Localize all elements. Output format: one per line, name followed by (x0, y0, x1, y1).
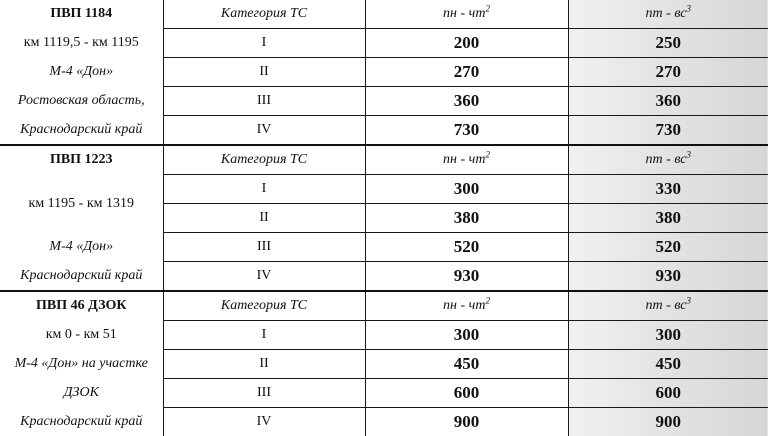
weekend-price: 600 (568, 379, 768, 408)
location-region: Краснодарский край (0, 262, 163, 292)
weekday-price: 380 (365, 204, 568, 233)
location-road: М-4 «Дон» (0, 233, 163, 262)
table-row (0, 321, 768, 350)
vehicle-category: IV (163, 408, 365, 436)
weekend-price: 300 (568, 321, 768, 350)
weekday-price: 930 (365, 262, 568, 292)
vehicle-category: I (163, 29, 365, 58)
table-row (0, 262, 768, 292)
location-segment: ДЗОК (0, 379, 163, 408)
toll-point-title: ПВП 1184 (0, 0, 163, 29)
vehicle-category: II (163, 58, 365, 87)
toll-point-title: ПВП 1223 (0, 145, 163, 175)
location-region: Краснодарский край (0, 408, 163, 436)
table-row (0, 175, 768, 204)
weekday-column-header: пн - $чт^2$ (365, 145, 568, 175)
table-row (0, 408, 768, 436)
weekend-column-header: пт - $вс^3$ (568, 145, 768, 175)
toll-point-title: ПВП 46 ДЗОК (0, 291, 163, 321)
weekend-price: 730 (568, 116, 768, 146)
table-row (0, 87, 768, 116)
vehicle-category: I (163, 175, 365, 204)
location-km-range: км 0 - км 51 (0, 321, 163, 350)
location-km-range: км 1119,5 - км 1195 (0, 29, 163, 58)
weekend-price: 450 (568, 350, 768, 379)
weekday-price: 300 (365, 321, 568, 350)
vehicle-category: II (163, 350, 365, 379)
table-row (0, 29, 768, 58)
weekday-column-header: пн - $чт^2$ (365, 291, 568, 321)
weekday-price: 200 (365, 29, 568, 58)
weekend-price: 270 (568, 58, 768, 87)
table-row (0, 379, 768, 408)
table-row (0, 58, 768, 87)
table-row (0, 116, 768, 146)
weekday-price: 520 (365, 233, 568, 262)
location-region: Ростовская область, (0, 87, 163, 116)
weekday-price: 600 (365, 379, 568, 408)
weekend-price: 250 (568, 29, 768, 58)
weekday-price: 300 (365, 175, 568, 204)
section-header-row (0, 145, 768, 175)
weekday-price: 900 (365, 408, 568, 436)
weekday-price: 450 (365, 350, 568, 379)
location-road: М-4 «Дон» (0, 58, 163, 87)
table-row (0, 350, 768, 379)
weekday-column-header: пн - $чт^2$ (365, 0, 568, 29)
vehicle-category: III (163, 379, 365, 408)
section-header-row (0, 291, 768, 321)
weekday-price: 270 (365, 58, 568, 87)
vehicle-category: IV (163, 116, 365, 146)
weekend-column-header: пт - $вс^3$ (568, 0, 768, 29)
section-header-row (0, 0, 768, 29)
location-road: М-4 «Дон» на участке (0, 350, 163, 379)
category-column-header: Категория ТС (163, 291, 365, 321)
category-column-header: Категория ТС (163, 0, 365, 29)
vehicle-category: III (163, 87, 365, 116)
weekend-price: 380 (568, 204, 768, 233)
location-region: Краснодарский край (0, 116, 163, 146)
vehicle-category: III (163, 233, 365, 262)
weekend-price: 900 (568, 408, 768, 436)
weekend-price: 930 (568, 262, 768, 292)
weekday-price: 360 (365, 87, 568, 116)
vehicle-category: I (163, 321, 365, 350)
category-column-header: Категория ТС (163, 145, 365, 175)
vehicle-category: IV (163, 262, 365, 292)
table-row (0, 233, 768, 262)
weekend-column-header: пт - $вс^3$ (568, 291, 768, 321)
weekend-price: 330 (568, 175, 768, 204)
weekend-price: 520 (568, 233, 768, 262)
vehicle-category: II (163, 204, 365, 233)
weekend-price: 360 (568, 87, 768, 116)
location-km-range: км 1195 - км 1319 (0, 175, 163, 233)
weekday-price: 730 (365, 116, 568, 146)
